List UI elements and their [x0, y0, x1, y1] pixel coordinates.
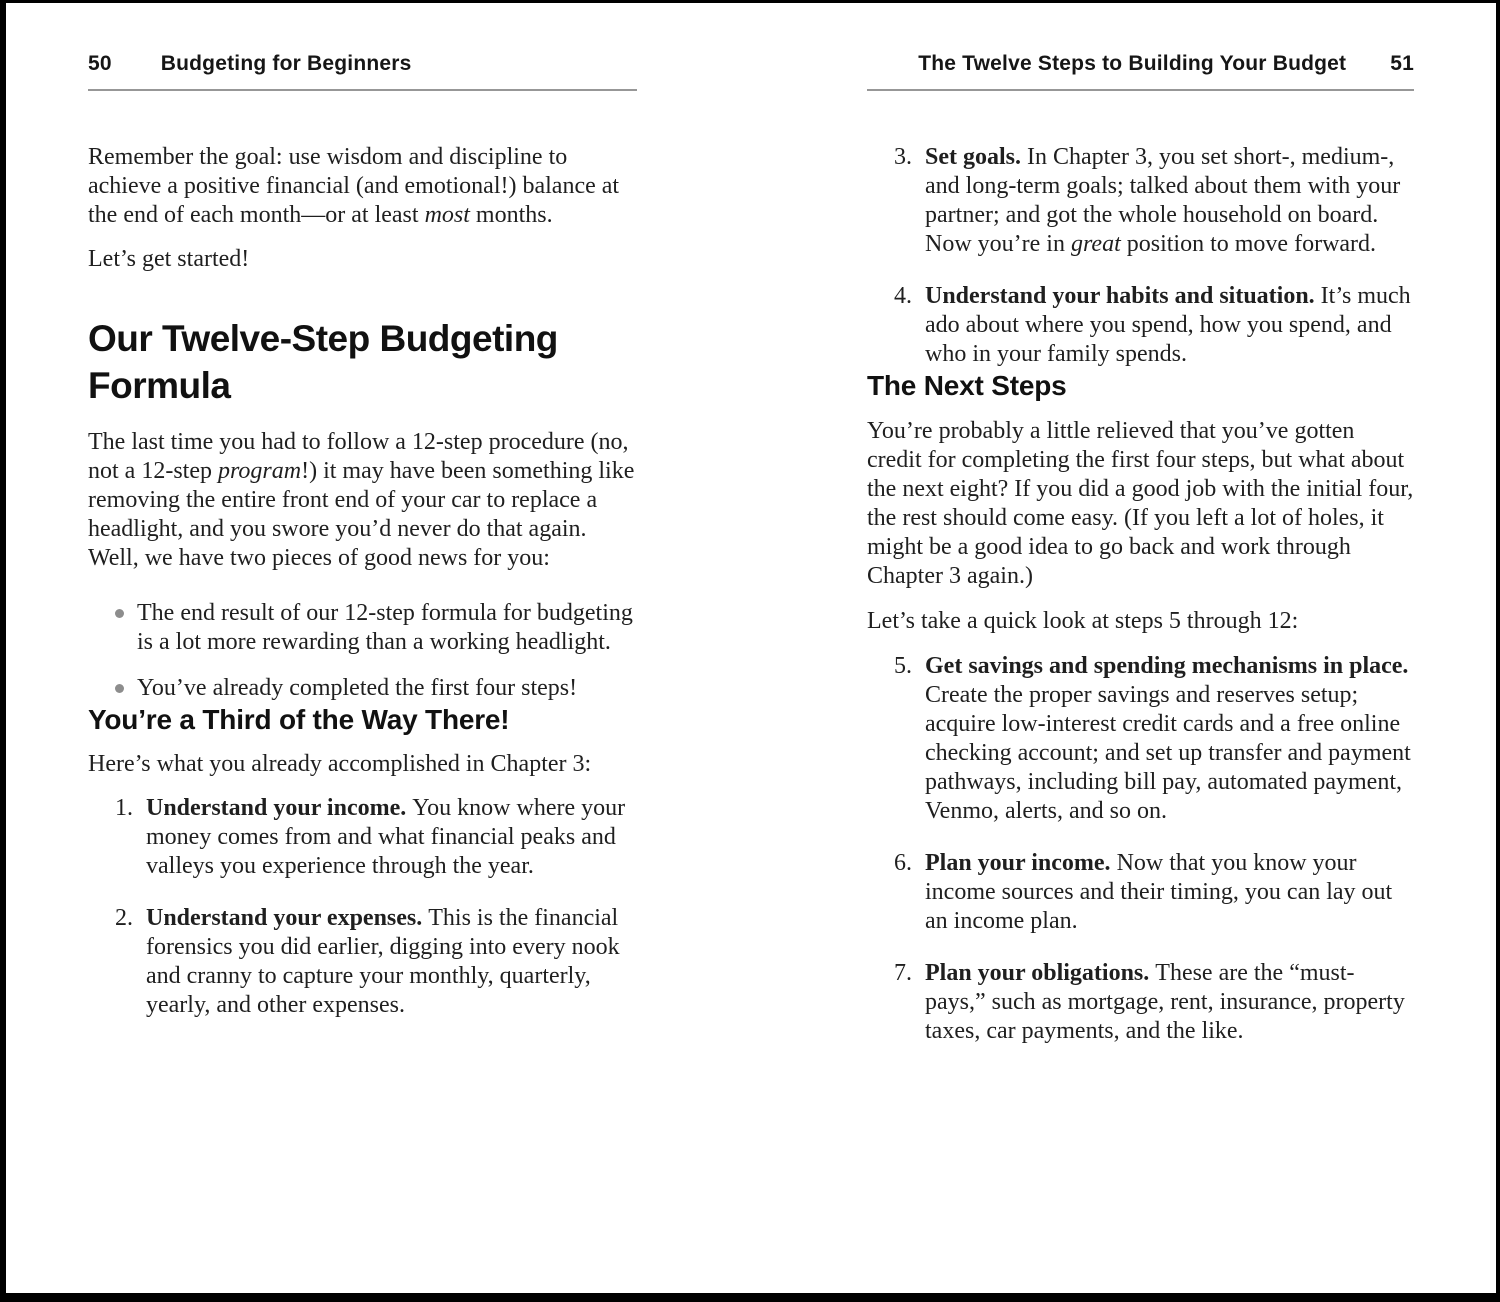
- step-number: 3.: [894, 144, 912, 170]
- running-head-right: [867, 52, 1414, 91]
- step-text: Plan your obligations. These are the “must-pays,” such as mortgage, rent, insurance, property taxes, car payments, and the like.: [925, 960, 1405, 1044]
- bullet-dot-icon: [115, 684, 124, 693]
- steps-list-1-2: [88, 794, 637, 1020]
- step-item: [88, 794, 637, 881]
- running-title-right: The Twelve Steps to Building Your Budget: [918, 52, 1347, 75]
- next-steps-paragraph: You’re probably a little relieved that you’ve gotten credit for completing the first four steps, but what about the next eight? If you did a good job with the initial four, the rest should come easy. (If you left a lot of holes, it might be a good idea to go back and work through Chapter 3 again.): [867, 418, 1414, 589]
- bullet-item: [88, 599, 637, 657]
- bullet-text: You’ve already completed the first four steps!: [137, 675, 578, 701]
- bullet-dot-icon: [115, 609, 124, 618]
- steps-list-5-7: [867, 652, 1414, 1046]
- page-number-right: 51: [1390, 52, 1414, 75]
- page-left: [88, 52, 637, 1020]
- quick-look-line: Let’s take a quick look at steps 5 through 12:: [867, 608, 1299, 634]
- step-number: 1.: [115, 795, 133, 821]
- chapter3-intro-line: Here’s what you already accomplished in Chapter 3:: [88, 751, 592, 777]
- good-news-bullet-list: [88, 599, 637, 703]
- step-text: Understand your income. You know where your money comes from and what financial peaks and valleys you experience through the year.: [146, 795, 626, 879]
- step-text: Understand your expenses. This is the financial forensics you did earlier, digging into every nook and cranny to capture your monthly, quarterly, yearly, and other expenses.: [146, 905, 620, 1018]
- bullet-item: [88, 674, 637, 703]
- page-right: [867, 52, 1414, 1046]
- running-head-left: [88, 52, 637, 91]
- step-number: 2.: [115, 905, 133, 931]
- step-item: [867, 282, 1414, 369]
- step-item: [867, 143, 1414, 259]
- section-heading-next-steps: The Next Steps: [867, 370, 1067, 401]
- step-number: 4.: [894, 283, 912, 309]
- bullet-text: The end result of our 12-step formula for budgeting is a lot more rewarding than a working headlight.: [137, 600, 633, 655]
- chapter-heading: Our Twelve-Step Budgeting Formula: [88, 318, 558, 406]
- steps-list-3-4: [867, 143, 1414, 369]
- step-item: [867, 849, 1414, 936]
- step-item: [88, 904, 637, 1020]
- step-text: Understand your habits and situation. It’s much ado about where you spend, how you spend, and who in your family spends.: [925, 283, 1411, 367]
- step-text: Get savings and spending mechanisms in place. Create the proper savings and reserves setup; acquire low-interest credit cards and a free online checking account; and set up transfer and payment pathways, including bill pay, automated payment, Venmo, alerts, and so on.: [925, 653, 1411, 824]
- page-number-left: 50: [88, 52, 112, 75]
- step-item: [867, 959, 1414, 1046]
- running-title-left: Budgeting for Beginners: [160, 52, 412, 75]
- step-number: 7.: [894, 960, 912, 986]
- step-text: Plan your income. Now that you know your income sources and their timing, you can lay out an income plan.: [925, 850, 1393, 934]
- step-item: [867, 652, 1414, 826]
- section-heading-third-of-way: You’re a Third of the Way There!: [88, 704, 510, 735]
- step-number: 5.: [894, 653, 912, 679]
- formula-paragraph: The last time you had to follow a 12-step procedure (no, not a 12-step program!) it may have been something like removing the entire front end of your car to replace a headlight, and you swore you’d never do that again. Well, we have two pieces of good news for you:: [88, 429, 635, 571]
- step-number: 6.: [894, 850, 912, 876]
- lets-get-started-line: Let’s get started!: [88, 246, 250, 272]
- step-text: Set goals. In Chapter 3, you set short-, medium-, and long-term goals; talked about them with your partner; and got the whole household on board. Now you’re in great position to move forward.: [925, 144, 1401, 257]
- intro-paragraph: Remember the goal: use wisdom and discipline to achieve a positive financial (and emotional!) balance at the end of each month—or at least most months.: [88, 144, 620, 228]
